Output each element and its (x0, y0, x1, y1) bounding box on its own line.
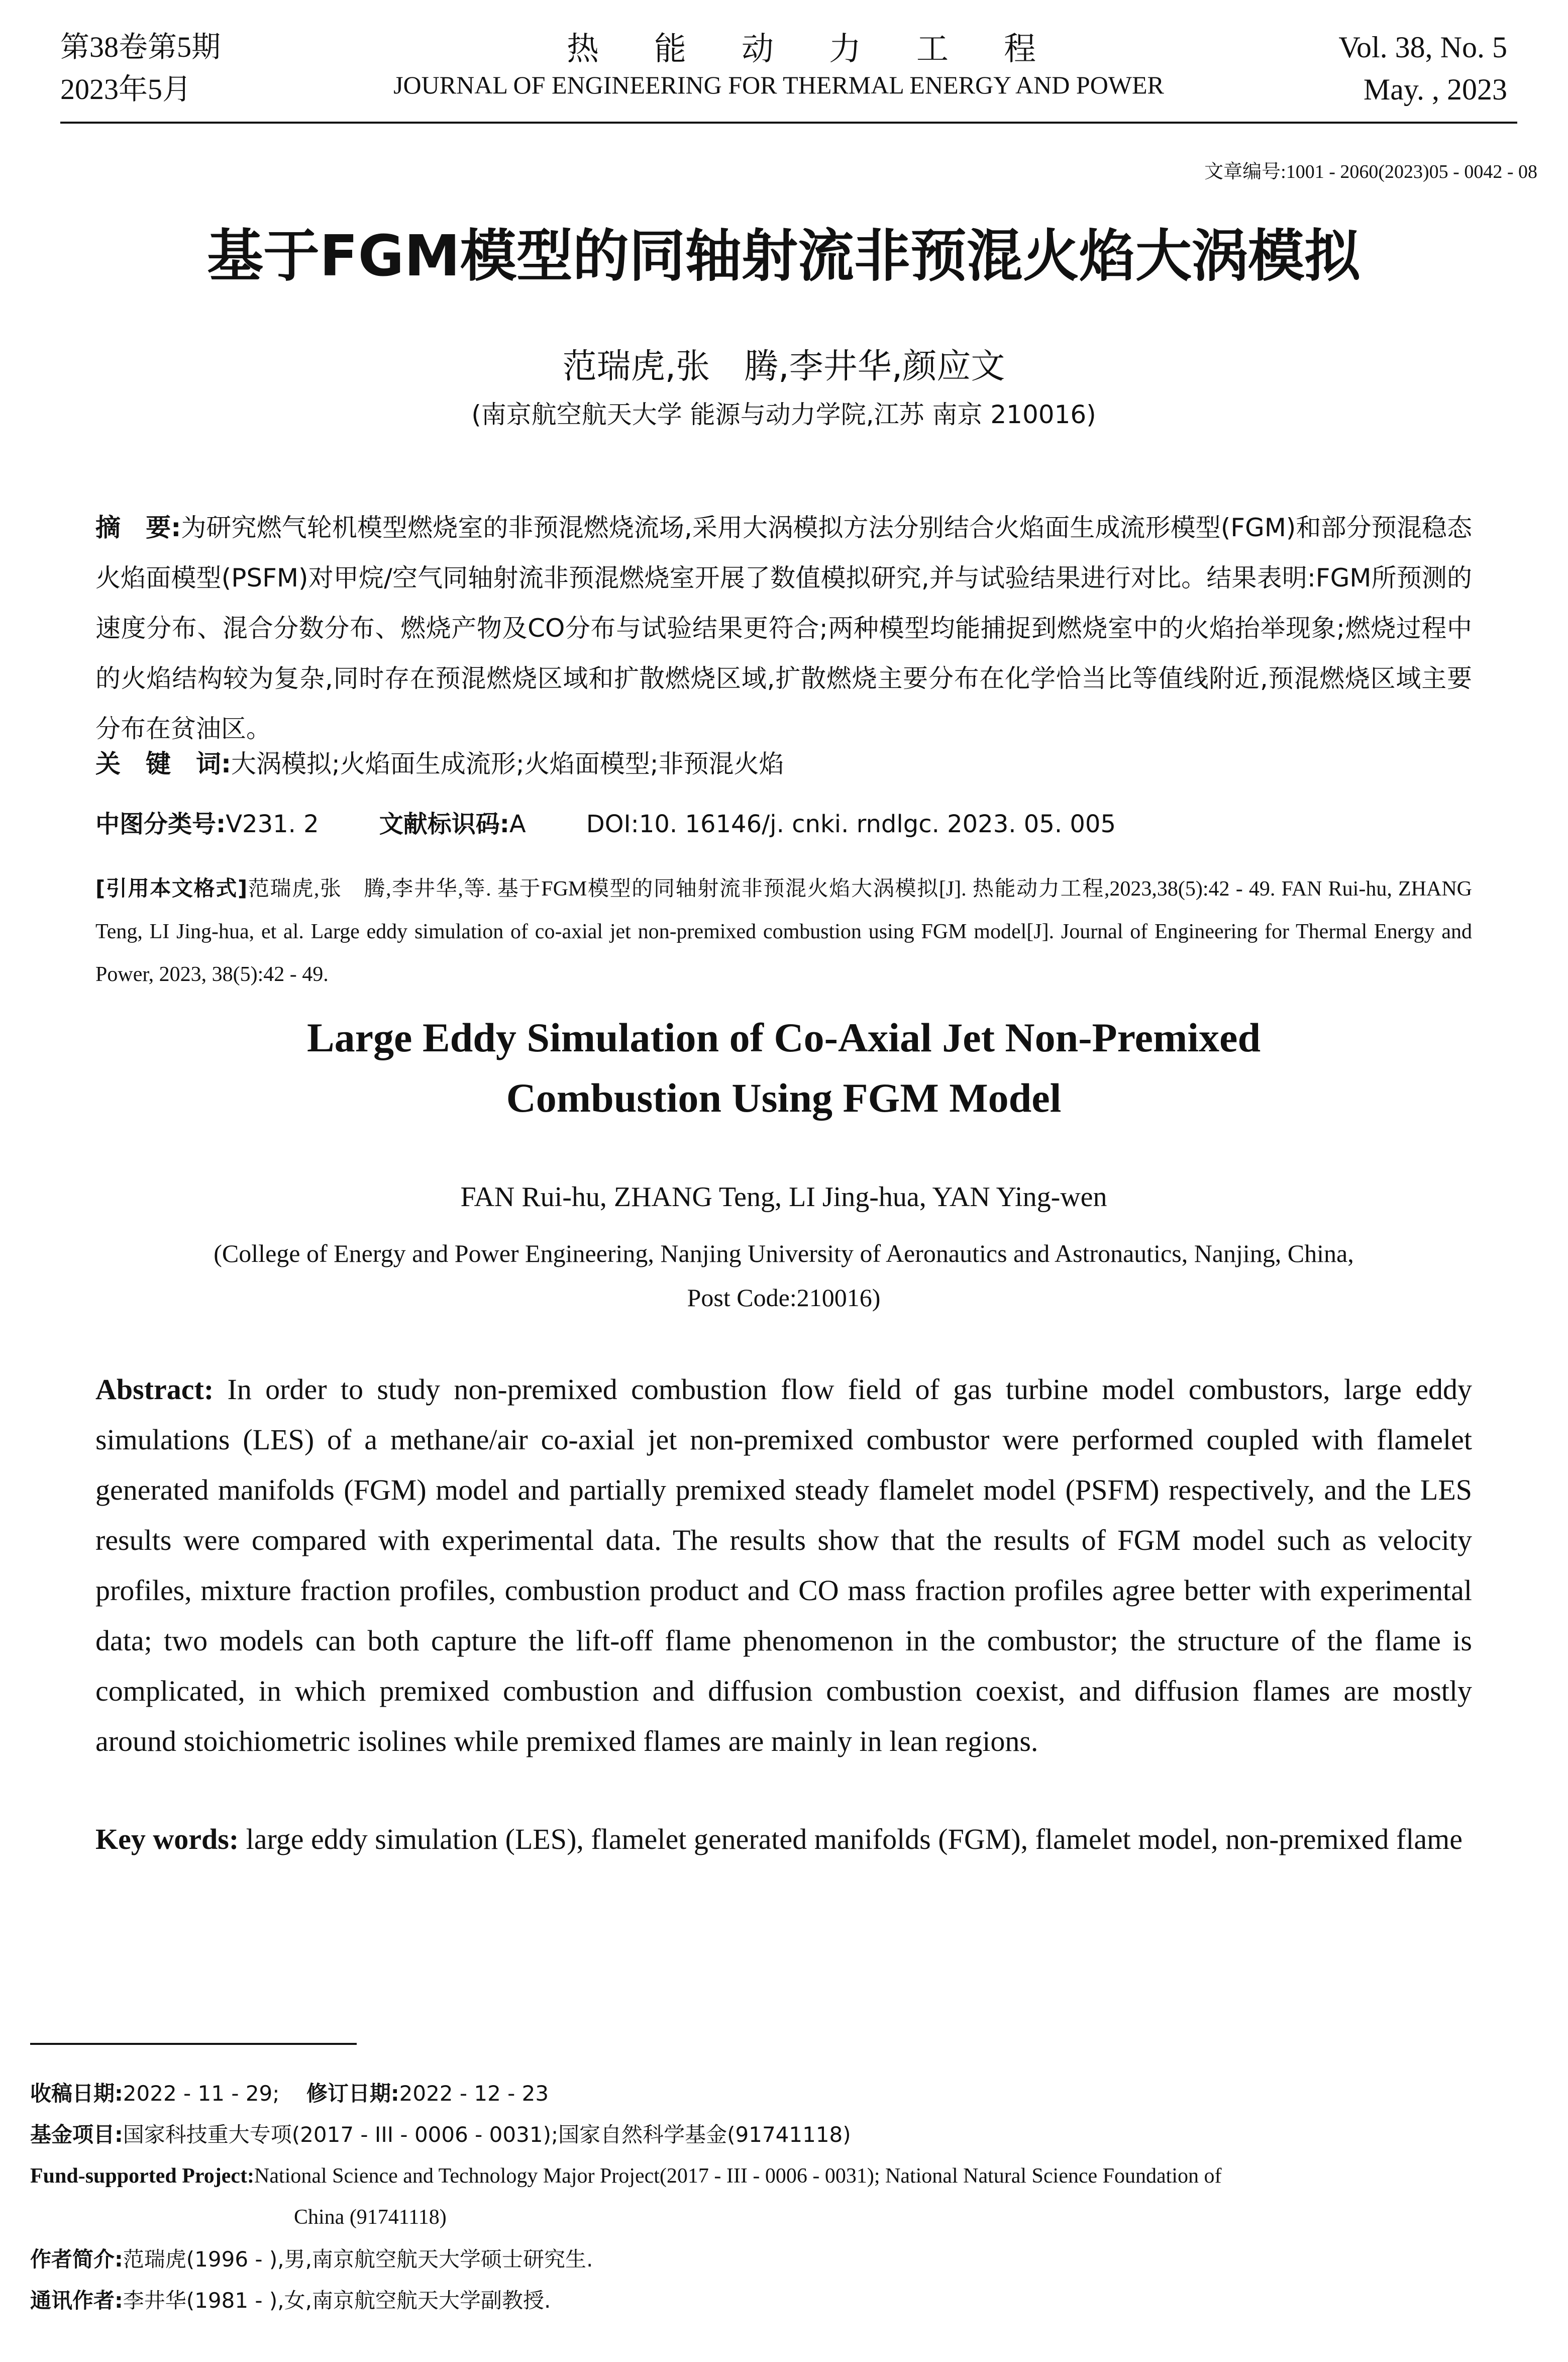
received-value: 2022 - 11 - 29; (123, 2081, 280, 2106)
header-rule (60, 122, 1517, 124)
fund-en-value: National Science and Technology Major Project(2017 - III - 0006 - 0031); National Natural Science Foundation of (254, 2164, 1222, 2188)
footnote-rule (30, 2043, 357, 2045)
doi: DOI:10. 16146/j. cnki. rndlgc. 2023. 05. 005 (586, 810, 1116, 838)
corresponding-value: 李井华(1981 - ),女,南京航空航天大学副教授. (123, 2288, 551, 2313)
en-title-line1: Large Eddy Simulation of Co-Axial Jet Non-Premixed (306, 1015, 1261, 1060)
en-affiliation (95, 1231, 1472, 1320)
revised-label: 修订日期: (306, 2081, 399, 2106)
issue-info (60, 26, 311, 111)
classification-line (95, 804, 1472, 844)
cn-title: 基于FGM模型的同轴射流非预混火焰大涡模拟 (207, 224, 1361, 289)
en-affiliation-line1: (College of Energy and Power Engineering, Nanjing University of Aeronautics and Astronautics, Nanjing, China, (214, 1239, 1354, 1267)
volume-date: May. , 2023 (1363, 73, 1507, 106)
cn-abstract-text: 为研究燃气轮机模型燃烧室的非预混燃烧流场,采用大涡模拟方法分别结合火焰面生成流形模型(FGM)和部分预混稳态火焰面模型(PSFM)对甲烷/空气同轴射流非预混燃烧室开展了数值模拟研究,并与试验结果进行对比。结果表明:FGM所预测的速度分布、混合分数分布、燃烧产物及CO分布与试验结果更符合;两种模型均能捕捉到燃烧室中的火焰抬举现象;燃烧过程中的火焰结构较为复杂,同时存在预混燃烧区域和扩散燃烧区域,扩散燃烧主要分布在化学恰当比等值线附近,预混燃烧区域主要分布在贫油区。 (95, 513, 1472, 743)
footnote-fund-cn (30, 2114, 1512, 2155)
footnote-dates (30, 2073, 1512, 2114)
doc-code-label: 文献标识码: (379, 810, 509, 838)
fund-cn-value: 国家科技重大专项(2017 - III - 0006 - 0031);国家自然科学基金(91741118) (123, 2122, 851, 2147)
footnote-fund-en (30, 2155, 1512, 2238)
received-label: 收稿日期: (30, 2081, 123, 2106)
fund-en-label: Fund-supported Project: (30, 2164, 255, 2188)
en-keywords-text: large eddy simulation (LES), flamelet generated manifolds (FGM), flamelet model, non-premixed flame (246, 1823, 1462, 1855)
en-abstract-label: Abstract: (95, 1373, 214, 1406)
cn-keywords-label: 关 键 词: (95, 749, 231, 778)
author-value: 范瑞虎(1996 - ),男,南京航空航天大学硕士研究生. (123, 2247, 593, 2272)
clc-label: 中图分类号: (95, 810, 226, 838)
fund-cn-label: 基金项目: (30, 2122, 123, 2147)
article-number: 文章编号:1001 - 2060(2023)05 - 0042 - 08 (1204, 161, 1537, 182)
en-abstract-text: In order to study non-premixed combustion flow field of gas turbine model combustors, large eddy simulations (LES) of a methane/air co-axial jet non-premixed combustor were performed coupled with flamelet generated manifolds (FGM) model and partially premixed steady flamelet model (PSFM) respectively, and the LES results were compared with experimental data. The results show that the results of FGM model such as velocity profiles, mixture fraction profiles, combustion product and CO mass fraction profiles agree better with experimental data; two models can both capture the lift-off flame phenomenon in the combustor; the structure of the flame is complicated, in which premixed combustion and diffusion combustion coexist, and diffusion flames are mostly around stoichiometric isolines while premixed flames are mainly in lean regions. (95, 1373, 1473, 1757)
corresponding-label: 通讯作者: (30, 2288, 123, 2313)
cn-authors: 范瑞虎,张 腾,李井华,颜应文 (562, 347, 1005, 386)
en-title-line2: Combustion Using FGM Model (506, 1075, 1062, 1121)
fund-en-value-cont: China (91741118) (294, 2206, 447, 2229)
volume-number: Vol. 38, No. 5 (1338, 31, 1507, 64)
citation (95, 867, 1472, 996)
clc-value: V231. 2 (226, 810, 319, 838)
citation-label: [引用本文格式] (95, 876, 248, 901)
en-authors: FAN Rui-hu, ZHANG Teng, LI Jing-hua, YAN Ying-wen (460, 1182, 1107, 1213)
en-affiliation-line2: Post Code:210016) (687, 1284, 881, 1312)
en-keywords-label: Key words: (95, 1823, 239, 1855)
author-label: 作者简介: (30, 2247, 123, 2272)
cn-affiliation: (南京航空航天大学 能源与动力学院,江苏 南京 210016) (471, 400, 1096, 429)
issue-date: 2023年5月 (60, 73, 192, 106)
volume-info (1296, 26, 1507, 111)
revised-value: 2022 - 12 - 23 (399, 2081, 549, 2106)
journal-name-cn: 热能动力工程 (567, 31, 1091, 68)
cn-abstract-label: 摘 要: (95, 513, 181, 542)
doc-code-value: A (509, 810, 526, 838)
cn-abstract (95, 503, 1472, 754)
citation-text: 范瑞虎,张 腾,李井华,等. 基于FGM模型的同轴射流非预混火焰大涡模拟[J]. 热能动力工程,2023,38(5):42 - 49. FAN Rui-hu, ZHANG Teng, LI Jing-hua, et al. Large eddy simulation of co-axial jet non-premixed combustion using FGM model[J]. Journal of Engineering for Thermal Energy and Power, 2023, 38(5):42 - 49. (95, 877, 1472, 986)
en-title (95, 1008, 1472, 1128)
cn-keywords-text: 大涡模拟;火焰面生成流形;火焰面模型;非预混火焰 (231, 749, 784, 778)
journal-name-en: JOURNAL OF ENGINEERING FOR THERMAL ENERGY AND POWER (393, 71, 1164, 99)
issue-volume: 第38卷第5期 (60, 31, 221, 63)
en-abstract (95, 1364, 1472, 1766)
en-keywords (95, 1814, 1472, 1864)
footnote-author (30, 2239, 1512, 2280)
footnote-corresponding (30, 2280, 1512, 2321)
cn-keywords (95, 744, 1472, 784)
